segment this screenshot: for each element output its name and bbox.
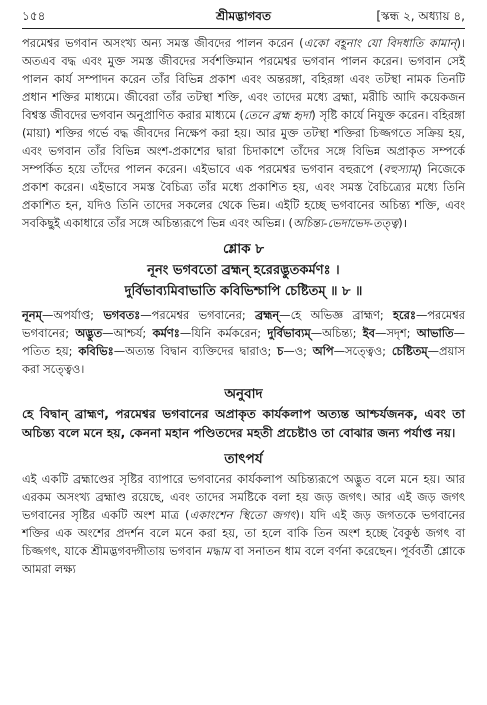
intro-text-4: ) নিজেকে প্রকাশ করেন। এইভাবে সমস্ত বৈচিত্র্য তাঁর মধ্যে প্রকাশিত হয়, এবং সমস্ত বৈচিত্র্যের মধ্যে তিনি প্রকাশিত হন, যদিও তিনি তাদের সকলের থেকে ভিন্ন। এইটি হচ্ছে ভগবানের অচিন্ত্য শক্তি, এবং সবকিছুই একাধারে তাঁর সঙ্গে অচিন্ত্যরূপে ভিন্ন এবং অভিন্ন। ( [22, 162, 465, 231]
synonym-term: আভাতি [416, 325, 454, 340]
section-reference: [স্কন্ধ ২, অধ্যায় ৪, [376, 9, 465, 23]
purport-quote-2: মদ্ধাম [205, 543, 231, 558]
intro-text-2: )। অতএব বদ্ধ এবং মুক্ত সমস্ত জীবদের সর্বশক্তিমান পরমেশ্বর ভগবান পালন করেন। ভগবান সেই পালন কার্য সম্পাদন করেন তাঁর বিভিন্ন প্রকাশ এবং অন্তরঙ্গা, বহিরঙ্গা এবং তটস্থা নামক তিনটি প্রধান শক্তির মাধ্যমে। জীবেরা তাঁর তটস্থা শক্তি, এবং তাদের মধ্যে ব্রহ্মা, মরীচি আদি কয়েকজন বিশ্বস্ত জীবদের ভগবান অনুপ্রাণিত করার মাধ্যমে ( [22, 36, 465, 123]
synonym-meaning: —আশ্চর্য; [102, 325, 153, 340]
synonym-meaning: —অত্যন্ত বিদ্বান ব্যক্তিদের দ্বারাও; [113, 343, 278, 358]
page-number: ১৫৪ [22, 9, 46, 23]
synonym-meaning: —ও; [283, 343, 313, 358]
intro-paragraph [22, 34, 465, 233]
translation-text: হে বিদ্বান্ ব্রাহ্মণ, পরমেশ্বর ভগবানের অপ্রাকৃত কার্যকলাপ অত্যন্ত আশ্চর্যজনক, এবং তা অচিন্ত্য বলে মনে হয়, কেননা মহান পণ্ডিতদের মহতী প্রচেষ্টাও তা বোঝার জন্য পর্যাপ্ত নয়। [22, 406, 465, 440]
synonym-term: হরেঃ [393, 307, 416, 322]
synonym-meaning: —হে অভিজ্ঞ ব্রাহ্মণ; [279, 307, 394, 322]
verse-heading: শ্লোক ৮ [222, 240, 265, 257]
synonym-term: দুর্বিভাব্যম্ [267, 325, 311, 340]
synonym-term: চ [277, 343, 284, 358]
synonyms-paragraph [22, 306, 465, 378]
purport-text-1: এই একটি ব্রহ্মাণ্ডের সৃষ্টির ব্যাপারে ভগবানের কার্যকলাপ অচিন্ত্যরূপে অদ্ভুত বলে মনে হয়। আর এরকম অসংখ্য ব্রহ্মাণ্ড রয়েছে, এবং তাদের সমষ্টিকে বলা হয় জড় জগৎ। আর এই জড় জগৎ ভগবানের সৃষ্টির একটি অংশ মাত্র ( [22, 471, 466, 522]
intro-quote-1: একো বহূনাং যো বিদধাতি কামান্ [303, 36, 457, 50]
synonym-meaning: —পরমেশ্বর ভগবানের; [140, 307, 255, 322]
intro-text-5: )। [398, 216, 408, 231]
synonym-term: কবিভিঃ [78, 343, 114, 358]
verse-line-1: নূনং ভগবতো ব্রহ্মন্ হরেরদ্ভুতকর্মণঃ । [147, 262, 340, 278]
synonym-meaning: —পতিত হয়; [22, 325, 465, 358]
verse-line-2: দুর্বিভাব্যমিবাভাতি কবিভিশ্চাপি চেষ্টিতম্ ॥ ৮ ॥ [124, 283, 363, 299]
synonym-meaning: —পরমেশ্বর ভগবানের; [22, 307, 465, 340]
synonym-term: ইব [362, 325, 375, 340]
synonym-meaning: —সত্ত্বেও; [333, 343, 392, 358]
synonym-meaning: —সদৃশ; [374, 325, 417, 340]
synonym-term: অপি [312, 343, 334, 358]
intro-quote-3: বহুস্যাম্ [383, 162, 418, 177]
book-title: শ্রীমদ্ভাগবত [215, 9, 271, 23]
page-header [22, 6, 465, 29]
purport-paragraph [22, 470, 465, 578]
synonym-term: নূনম্ [22, 307, 42, 322]
intro-quote-4: অচিন্ত্য-ভেদাভেদ-তত্ত্ব [292, 216, 399, 231]
synonym-meaning: —যিনি কর্মকরেন; [179, 325, 268, 340]
synonym-term: কর্মণঃ [152, 325, 180, 340]
intro-quote-2: তেনে ব্রহ্ম হৃদা [243, 108, 312, 123]
purport-text-2: )। যদি এই জড় জগতকে ভগবানের শক্তির এক অংশের প্রদর্শন বলে মনে করা হয়, তা হলে বাকি তিন অংশ হচ্ছে বৈকুণ্ঠ জগৎ বা চিজ্জগৎ, যাকে শ্রীমদ্ভগবদ্গীতায় ভগবান [22, 507, 466, 558]
intro-text-3: ) সৃষ্টি কার্যে নিযুক্ত করেন। বহিরঙ্গা (মায়া) শক্তির গর্ভে বদ্ধ জীবদের নিক্ষেপ করা হয়। আর মুক্ত তটস্থা শক্তিরা চিজ্জগতে সক্রিয় হয়, এবং ভগবান তাঁর বিভিন্ন অংশ-প্রকাশের দ্বারা চিদাকাশে তাঁদের সঙ্গে বিভিন্ন অপ্রাকৃত সম্পর্কে সম্পর্কিত হয়ে তাঁদের পালন করেন। এইভাবে এক পরমেশ্বর ভগবান বহুরূপে ( [22, 108, 465, 177]
synonym-term: ব্রহ্মন্ [255, 307, 280, 322]
synonym-term: অদ্ভুত [75, 325, 103, 340]
purport-heading: তাৎপর্য [224, 450, 263, 467]
synonym-term: ভগবতঃ [103, 307, 141, 322]
synonym-meaning: —অচিন্ত্য; [310, 325, 363, 340]
synonym-term: চেষ্টিতম্ [391, 343, 428, 358]
intro-text-1: পরমেশ্বর ভগবান অসংখ্য অন্য সমস্ত জীবদের পালন করেন ( [22, 36, 304, 50]
synonym-meaning: —প্রয়াস করা সত্ত্বেও। [22, 343, 466, 376]
translation-heading: অনুবাদ [224, 385, 263, 402]
purport-text-3: বা সনাতন ধাম বলে বর্ণনা করেছেন। পূর্ববর্তী শ্লোকে আমরা লক্ষ্য [22, 543, 465, 576]
purport-quote-1: একাংশেন স্থিতো জগৎ [189, 507, 296, 522]
synonym-meaning: —অপর্যাপ্ত; [41, 307, 104, 322]
